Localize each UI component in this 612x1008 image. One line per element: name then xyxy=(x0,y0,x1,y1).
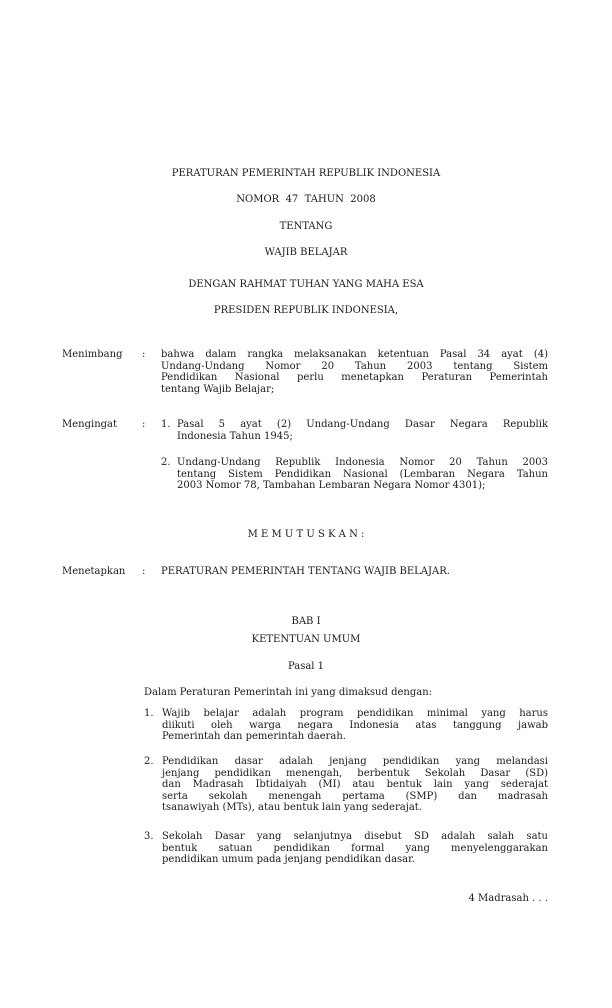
text-line: Pendidikan dasar adalah jenjang pendidikan yang melandasi xyxy=(162,756,548,767)
text-line: diikuti oleh warga negara Indonesia atas tanggung jawab xyxy=(162,719,548,731)
mengingat-item-number: 1. xyxy=(161,419,171,430)
text-line: pendidikan umum pada jenjang pendidikan dasar. xyxy=(162,854,415,866)
text-line: Pasal 5 ayat (2) Undang-Undang Dasar Negara Republik xyxy=(177,419,548,430)
text-line: dan Madrasah Ibtidaiyah (MI) atau bentuk lain yang sederajat xyxy=(162,779,548,791)
text-line: serta sekolah menengah pertama (SMP) dan madrasah xyxy=(162,790,548,802)
chapter-title: BAB I xyxy=(291,616,321,627)
text-line: tsanawiyah (MTs), atau bentuk lain yang sederajat. xyxy=(162,802,422,814)
text-line: Wajib belajar adalah program pendidikan minimal yang harus xyxy=(162,708,548,719)
mengingat-colon: : xyxy=(142,419,146,430)
text-line: Pemerintah dan pemerintah daerah. xyxy=(162,731,346,743)
definition-number: 3. xyxy=(144,831,154,842)
mengingat-item xyxy=(177,457,548,492)
mengingat-item xyxy=(177,419,548,442)
text-line: Undang-Undang Nomor 20 Tahun 2003 tentang Sistem xyxy=(161,360,548,372)
menimbang-label: Menimbang xyxy=(62,349,123,360)
definition-item xyxy=(162,756,548,814)
text-line: tentang Sistem Pendidikan Nasional (Lembaran Negara Tahun xyxy=(177,468,548,480)
memutuskan-heading: M E M U T U S K A N : xyxy=(247,529,365,540)
text-line: 2003 Nomor 78, Tambahan Lembaran Negara Nomor 4301); xyxy=(177,480,486,492)
text-line: bentuk satuan pendidikan formal yang menyelenggarakan xyxy=(162,842,548,854)
blessing-line: DENGAN RAHMAT TUHAN YANG MAHA ESA xyxy=(188,279,424,290)
mengingat-item-number: 2. xyxy=(161,457,171,468)
menimbang-colon: : xyxy=(142,349,146,360)
menetapkan-colon: : xyxy=(142,566,146,577)
regulation-subject: WAJIB BELAJAR xyxy=(264,247,348,258)
chapter-name: KETENTUAN UMUM xyxy=(251,634,361,645)
menetapkan-label: Menetapkan xyxy=(62,566,126,577)
text-line: Undang-Undang Republik Indonesia Nomor 20 Tahun 2003 xyxy=(177,457,548,468)
definition-item xyxy=(162,708,548,743)
text-line: Indonesia Tahun 1945; xyxy=(177,430,293,442)
text-line: Sekolah Dasar yang selanjutnya disebut SD adalah salah satu xyxy=(162,831,548,842)
regulation-number: NOMOR 47 TAHUN 2008 xyxy=(236,194,376,205)
menimbang-text xyxy=(161,349,548,395)
regulation-title: PERATURAN PEMERINTAH REPUBLIK INDONESIA xyxy=(171,168,441,179)
text-line: jenjang pendidikan menengah, berbentuk Sekolah Dasar (SD) xyxy=(162,767,548,779)
definition-number: 1. xyxy=(144,708,154,719)
article-title: Pasal 1 xyxy=(287,661,325,672)
mengingat-label: Mengingat xyxy=(62,419,118,430)
page-catchword: 4 Madrasah . . . xyxy=(468,893,548,904)
menetapkan-text: PERATURAN PEMERINTAH TENTANG WAJIB BELAJAR. xyxy=(161,566,450,577)
text-line: Pendidikan Nasional perlu menetapkan Peraturan Pemerintah xyxy=(161,372,548,384)
article-intro: Dalam Peraturan Pemerintah ini yang dimaksud dengan: xyxy=(144,687,433,698)
text-line: bahwa dalam rangka melaksanakan ketentuan Pasal 34 ayat (4) xyxy=(161,349,548,360)
about-label: TENTANG xyxy=(279,221,333,232)
president-line: PRESIDEN REPUBLIK INDONESIA, xyxy=(213,305,399,316)
definition-number: 2. xyxy=(144,756,154,767)
definition-item xyxy=(162,831,548,866)
text-line: tentang Wajib Belajar; xyxy=(161,383,275,395)
